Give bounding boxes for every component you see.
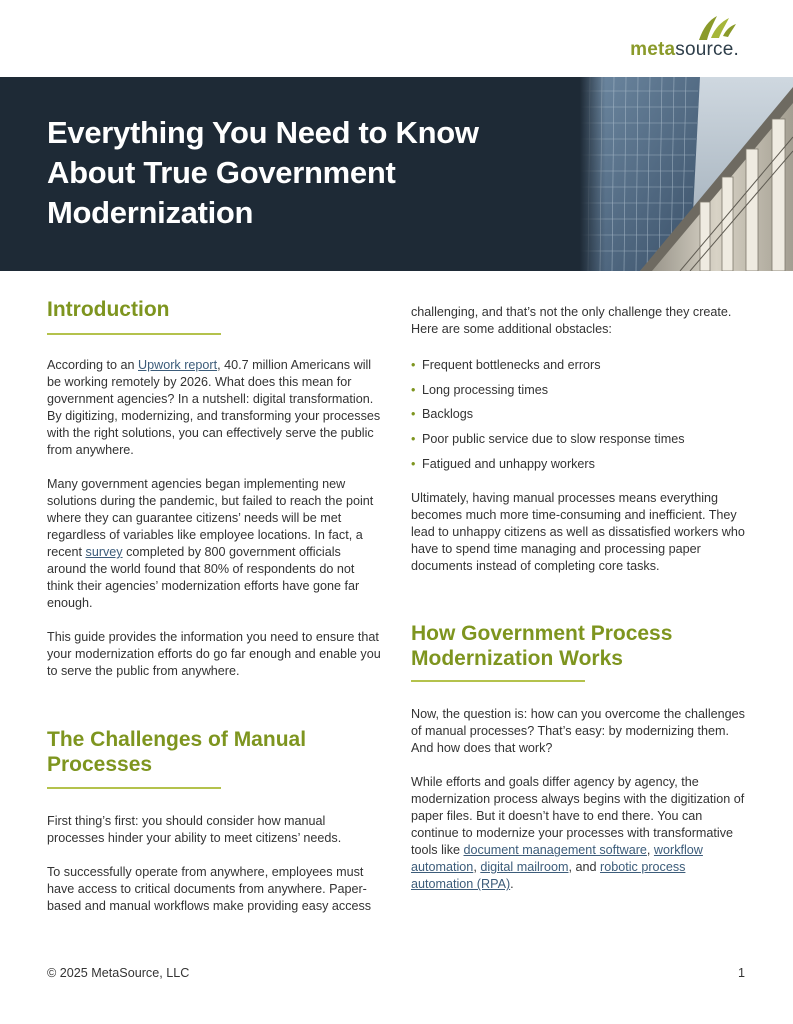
- ultimately-paragraph: Ultimately, having manual processes means everything becomes much more time-consuming and inefficient. They lead to unhappy citizens as well as dissatisfied workers who have to spend time managing and processing paper documents instead of completing core tasks.: [411, 491, 745, 574]
- continuation-paragraph: challenging, and that’s not the only challenge they create. Here are some additional obstacles:: [411, 305, 732, 336]
- list-item: • Frequent bottlenecks and errors: [411, 358, 601, 372]
- list-item: • Long processing times: [411, 382, 549, 397]
- bullet-icon: •: [411, 382, 416, 397]
- introduction-heading: Introduction: [47, 298, 170, 321]
- list-item: • Poor public service due to slow response times: [411, 432, 685, 447]
- page-title: Everything You Need to Know About True Government Modernization: [47, 115, 479, 230]
- digital-mailroom-link[interactable]: digital mailroom: [480, 860, 569, 875]
- rpa-link[interactable]: robotic process automation (RPA): [411, 860, 686, 892]
- bullet-icon: •: [411, 432, 416, 447]
- list-item: • Backlogs: [411, 407, 474, 422]
- left-column: [47, 297, 381, 915]
- right-column: [411, 304, 745, 893]
- challenges-paragraph-2: To successfully operate from anywhere, employees must have access to critical documents from anywhere. Paper-based and manual workflows make providing easy access: [47, 865, 372, 913]
- bullet-icon: •: [411, 358, 416, 372]
- upwork-report-link[interactable]: Upwork report: [138, 358, 218, 372]
- hero-banner: [0, 77, 793, 271]
- intro-paragraph-2: Many government agencies began implementing new solutions during the pandemic, but failed to reach the point where they can guarantee citizens’ needs will be met regardless of variables like employee locations. In fact, a recent survey completed by 800 government officials around the world found that 80% of respondents do not think their agencies’ modernization efforts have gone far enough.: [47, 477, 374, 610]
- challenges-paragraph-1: First thing’s first: you should consider how manual processes hinder your ability to meet citizens’ needs.: [47, 814, 342, 845]
- how-paragraph-1: Now, the question is: how can you overcome the challenges of manual processes? That’s easy: by modernizing them. And how does that work?: [411, 707, 745, 756]
- intro-paragraph-3: This guide provides the information you need to ensure that your modernization efforts do go far enough and enable you to serve the public from anywhere.: [47, 630, 381, 678]
- bullet-icon: •: [411, 407, 416, 422]
- how-paragraph-2: While efforts and goals differ agency by agency, the modernization process always begins with the digitization of paper files. But it doesn’t have to end there. You can continue to modernize your processes with transformative tools like document management software, workflow automation, digital mailroom, and robotic process automation (RPA).: [411, 775, 745, 892]
- obstacles-list: [411, 357, 745, 480]
- metasource-logo: [579, 14, 739, 58]
- copyright-text: © 2025 MetaSource, LLC: [47, 966, 190, 980]
- workflow-automation-link[interactable]: workflow automation: [411, 843, 703, 875]
- how-it-works-heading: How Government Process Modernization Works: [411, 622, 673, 671]
- intro-paragraph-1: According to an Upwork report, 40.7 million Americans will be working remotely by 2026. What does this mean for government agencies? In a nutshell: digital transformation. By digitizing, modernizing, and transforming your processes with the right solutions, you can effectively serve the public from anywhere.: [47, 358, 381, 457]
- logo-wordmark: metasource.: [630, 39, 739, 60]
- document-management-software-link[interactable]: document management software: [463, 843, 647, 858]
- bullet-icon: •: [411, 456, 416, 471]
- survey-link[interactable]: survey: [85, 545, 123, 559]
- list-item: • Fatigued and unhappy workers: [411, 456, 595, 471]
- heading-underline: [47, 787, 221, 789]
- challenges-heading: The Challenges of Manual Processes: [47, 728, 307, 776]
- logo-leaf-icon: [697, 14, 737, 42]
- heading-underline: [411, 680, 585, 682]
- government-building-image: [580, 77, 793, 271]
- page-number: 1: [738, 966, 746, 980]
- heading-underline: [47, 333, 221, 335]
